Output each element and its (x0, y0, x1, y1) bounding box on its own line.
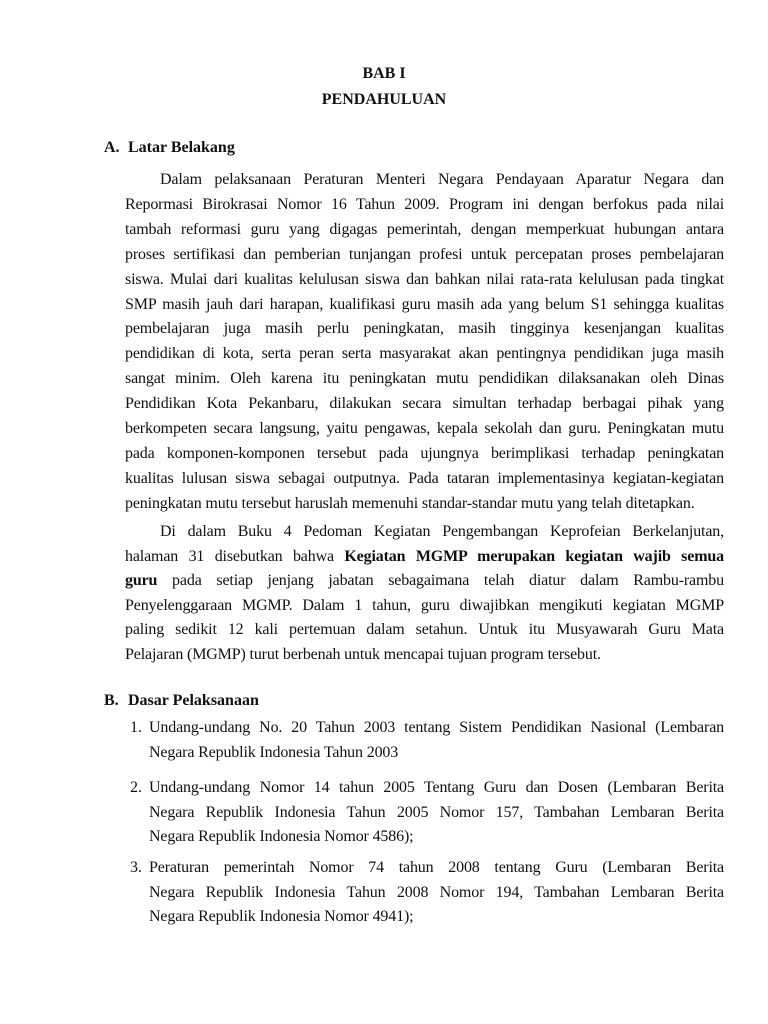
paragraph-line: proses sertifikasi dan pemberian tunjangan profesi untuk percepatan proses pembelajaran (125, 245, 724, 263)
section-a-heading (104, 139, 235, 157)
list-item (130, 776, 724, 850)
paragraph-line: tambah reformasi guru yang digagas pemerintah, dengan memperkuat hubungan antara (125, 220, 724, 238)
paragraph-line: pendidikan di kota, serta peran serta masyarakat akan pentingnya pendidikan juga masih (125, 345, 724, 363)
chapter-title: PENDAHULUAN (321, 91, 447, 108)
paragraph-line: Pendidikan Kota Pekanbaru, dilakukan secara simultan terhadap berbagai pihak yang (125, 395, 724, 413)
list-item-line: Peraturan pemerintah Nomor 74 tahun 2008 tentang Guru (Lembaran Berita (149, 859, 724, 876)
section-a-label: A. (104, 139, 120, 156)
bold-emphasis: Kegiatan MGMP merupakan kegiatan wajib semua (344, 547, 724, 565)
paragraph-line (125, 545, 724, 570)
list-item-line: Undang-undang No. 20 Tahun 2003 tentang Sistem Pendidikan Nasional (Lembaran (149, 719, 724, 736)
section-b-title: Dasar Pelaksanaan (128, 692, 259, 709)
list-item-line: Negara Republik Indonesia Nomor 4586); (149, 828, 414, 846)
paragraph-line: Pelajaran (MGMP) turut berbenah untuk mencapai tujuan program tersebut. (125, 645, 601, 663)
paragraph-line: paling sedikit 12 kali pertemuan dalam setahun. Untuk itu Musyawarah Guru Mata (125, 621, 724, 639)
paragraph-line: Di dalam Buku 4 Pedoman Kegiatan Pengembangan Keprofeian Berkelanjutan, (160, 523, 724, 540)
paragraph-line (125, 569, 724, 594)
section-b-label: B. (104, 692, 119, 709)
paragraph-line: pada komponen-komponen tersebut pada ujungnya berimplikasi terhadap peningkatan (125, 444, 724, 462)
paragraph-line: sangat minim. Oleh karena itu peningkatan mutu pendidikan dilaksanakan oleh Dinas (125, 370, 724, 388)
paragraph-line: pembelajaran juga masih perlu peningkatan, masih tingginya kesenjangan kualitas (125, 320, 724, 338)
paragraph-line: berkompeten secara langsung, yaitu pengawas, kepala sekolah dan guru. Peningkatan mutu (125, 420, 724, 438)
list-item-text (149, 776, 724, 850)
paragraph-line: peningkatan mutu tersebut haruslah memenuhi standar-standar mutu yang telah ditetapkan. (125, 494, 695, 512)
list-item-text (149, 856, 724, 930)
list-item-line: Undang-undang Nomor 14 tahun 2005 Tentang Guru dan Dosen (Lembaran Berita (149, 779, 724, 796)
list-item-line: Negara Republik Indonesia Tahun 2008 Nomor 194, Tambahan Lembaran Berita (149, 883, 724, 901)
chapter-number: BAB I (362, 65, 406, 82)
text-span: halaman 31 disebutkan bahwa (125, 547, 345, 565)
list-item (130, 716, 724, 765)
paragraph-line: Repormasi Birokrasai Nomor 16 Tahun 2009. Program ini dengan berfokus pada nilai (125, 195, 724, 213)
list-item-number: 3. (130, 859, 142, 876)
section-a-title: Latar Belakang (128, 139, 235, 156)
list-item-text (149, 716, 724, 765)
paragraph-line: kualitas lulusan siswa sebagai outputnya. Pada tataran implementasinya kegiatan-kegiatan (125, 469, 724, 487)
paragraph-1 (125, 168, 724, 517)
paragraph-line: Dalam pelaksanaan Peraturan Menteri Negara Pendayaan Aparatur Negara dan (160, 171, 724, 188)
text-span: pada setiap jenjang jabatan sebagaimana telah diatur dalam Rambu-rambu (157, 572, 724, 590)
paragraph-line: SMP masih jauh dari harapan, kualifikasi guru masih ada yang belum S1 sehingga kualitas (125, 295, 724, 313)
list-item-line: Negara Republik Indonesia Tahun 2003 (149, 743, 399, 761)
list-item-line: Negara Republik Indonesia Nomor 4941); (149, 908, 414, 926)
paragraph-2 (125, 520, 724, 668)
list-item (130, 856, 724, 930)
list-item-line: Negara Republik Indonesia Tahun 2005 Nomor 157, Tambahan Lembaran Berita (149, 803, 724, 821)
section-b-heading (104, 692, 259, 710)
paragraph-line: Penyelenggaraan MGMP. Dalam 1 tahun, guru diwajibkan mengikuti kegiatan MGMP (125, 596, 724, 614)
paragraph-line: siswa. Mulai dari kualitas kelulusan siswa dan bahkan nilai rata-rata kelulusan pada tingkat (125, 270, 724, 288)
bold-emphasis: guru (125, 572, 158, 590)
list-item-number: 1. (130, 719, 142, 736)
list-item-number: 2. (130, 779, 142, 796)
